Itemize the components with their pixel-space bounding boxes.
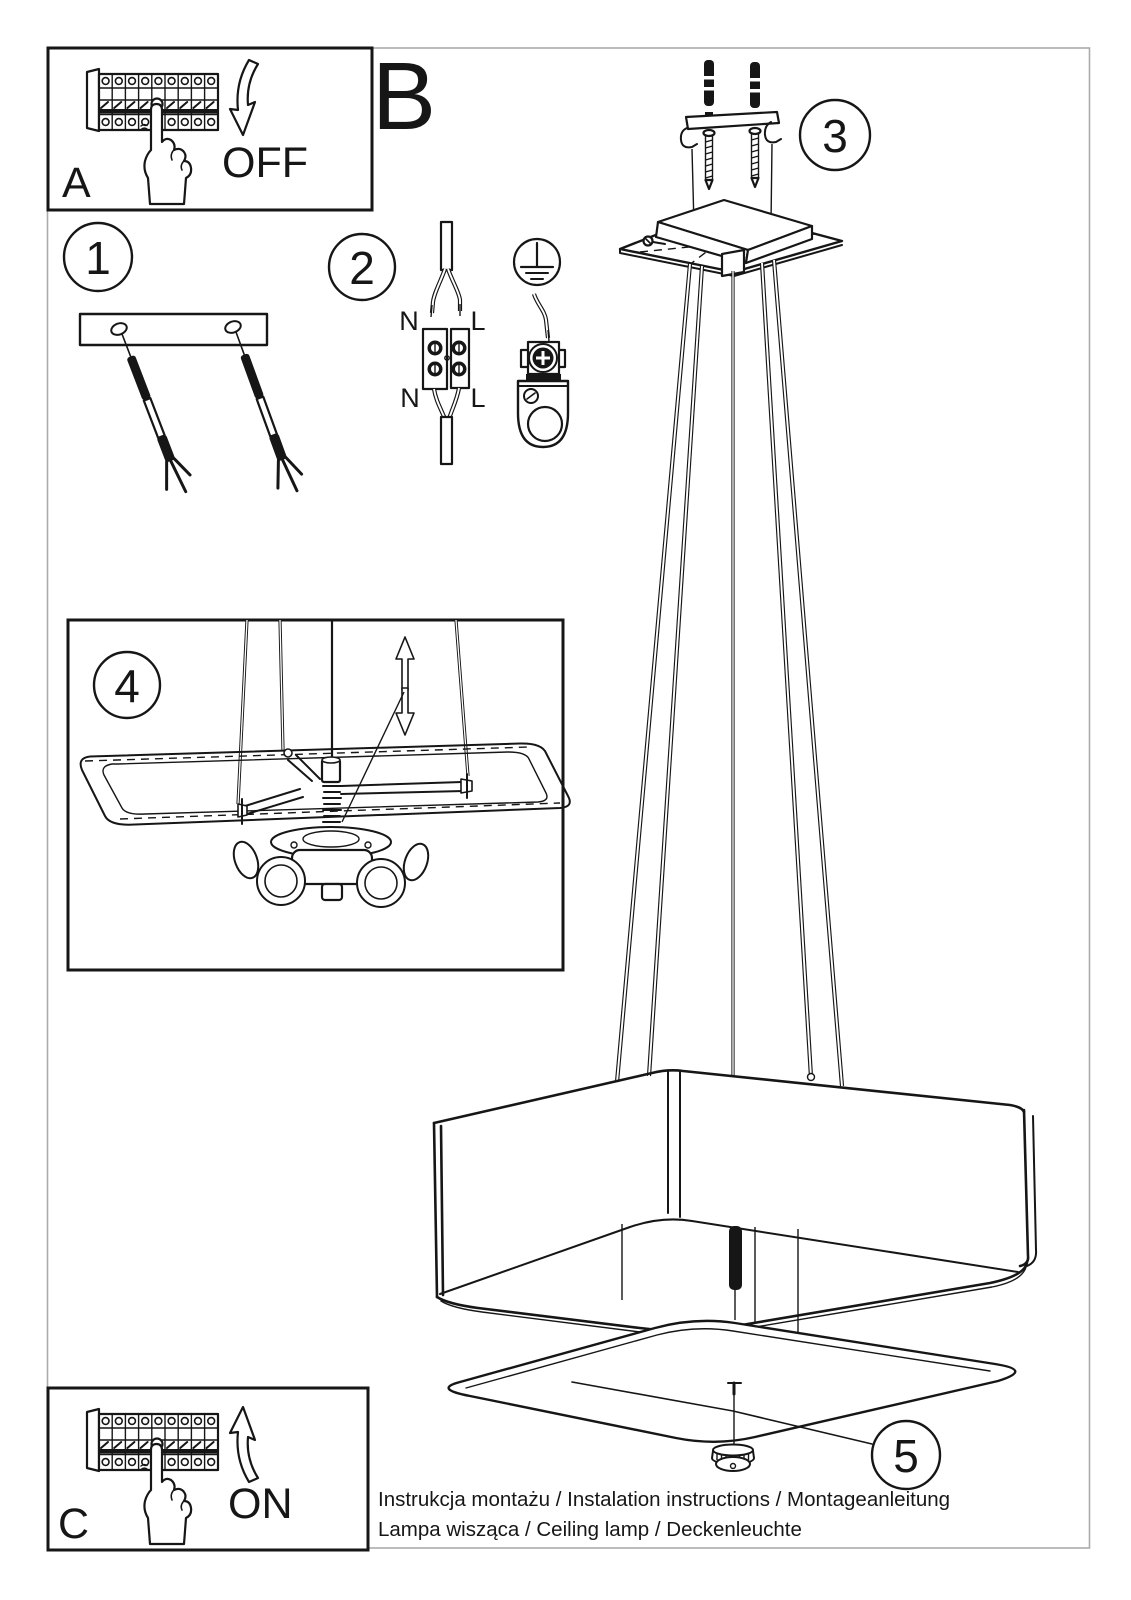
step-2-number: 2 [349,242,375,294]
step-3 [620,60,870,276]
caption [378,1488,950,1541]
step-3-number: 3 [822,110,848,162]
ground-clamp-icon [518,294,568,447]
wire-label-l-top: L [470,306,486,336]
terminal-block-right [451,329,469,388]
supply-cable [441,222,452,270]
wall-plug-icon [704,60,714,121]
panel-c-label: C [58,1500,90,1548]
diffuser-plate [449,1321,1016,1447]
panel-a-label: A [62,159,91,207]
wire-label-n-top: N [399,306,419,336]
step-1-number: 1 [85,232,111,284]
panel-a [48,48,372,210]
cable-grommet [808,1074,815,1081]
mounting-bracket [686,112,779,129]
screw-anchor-icon [109,329,195,497]
wire-label-l-bottom: L [470,383,486,413]
step-4-number: 4 [114,660,140,712]
lamp-cable [441,417,452,464]
section-label-b: B [372,43,437,150]
bracket-screw-icon [750,128,761,187]
step-5-number: 5 [893,1430,919,1482]
lampshade [434,1070,1036,1338]
bracket-screw-icon [704,130,715,189]
step-2 [329,222,568,464]
step-4 [68,620,570,970]
threaded-rod [729,1226,742,1290]
panel-c-action: ON [228,1480,293,1528]
detail-box [68,620,563,970]
step-1 [64,223,306,498]
screw-anchor-icon [223,328,307,497]
caption-line-2: Lampa wisząca / Ceiling lamp / Deckenleuchte [378,1518,802,1541]
finial-knob-icon [712,1445,754,1472]
ceiling-canopy [620,200,842,276]
ground-symbol-icon [514,239,560,285]
suspension-cables [617,260,842,1086]
wire-label-n-bottom: N [400,383,420,413]
panel-a-action: OFF [222,139,308,187]
terminal-block-left [423,329,447,389]
caption-line-1: Instrukcja montażu / Instalation instructions / Montageanleitung [378,1488,951,1511]
panel-c [48,1388,368,1550]
